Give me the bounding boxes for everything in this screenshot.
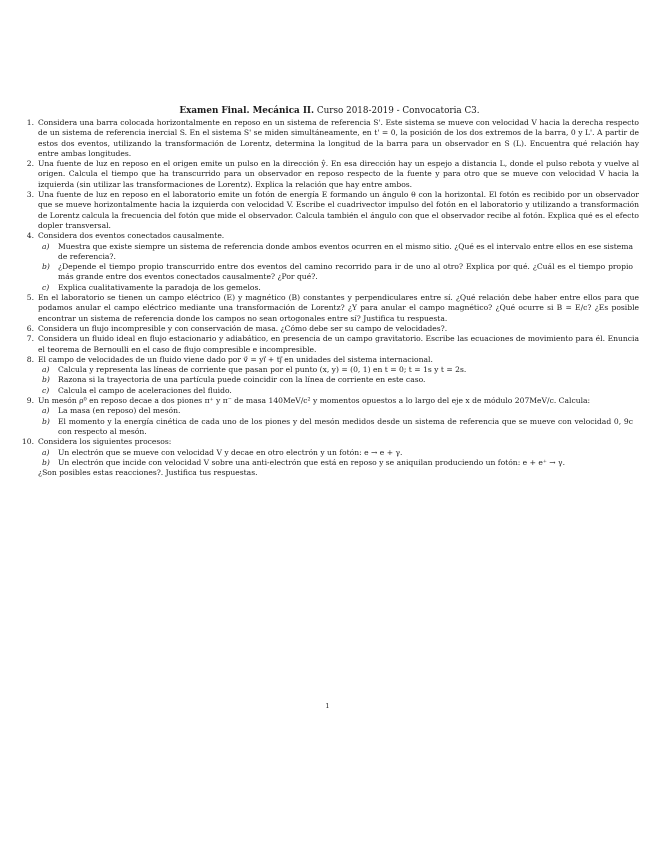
question-number: 8.: [26, 354, 34, 364]
question-item: [20, 334, 639, 355]
subpart-label: a): [42, 241, 50, 251]
question-item: [20, 231, 639, 293]
question-list: [20, 118, 639, 468]
subpart-label: c): [42, 282, 50, 292]
question-subpart: [38, 375, 639, 385]
subpart-text: El momento y la energía cinética de cada uno de los piones y del mesón medidos desde un sistema de referencia que se mueve con velocidad 0, 9c con respecto al mesón.: [58, 416, 633, 436]
page-number: 1: [325, 702, 330, 710]
question-subpart: [38, 242, 639, 263]
subpart-text: Muestra que existe siempre un sistema de referencia donde ambos eventos ocurren en el mismo sitio. ¿Qué es el intervalo entre ellos en ese sistema de referencia?.: [58, 241, 633, 261]
question-number: 5.: [26, 293, 34, 303]
question-subpart: [38, 458, 639, 468]
question-text: Considera un flujo incompresible y con conservación de masa. ¿Cómo debe ser su campo de velocidades?.: [38, 323, 448, 333]
question-item: [20, 293, 639, 324]
question-text: En el laboratorio se tienen un campo eléctrico (E) y magnético (B) constantes y perpendiculares entre sí. ¿Qué relación debe haber entre ellos para que podamos anular el campo eléctrico mediante una transformación de Lorentz? ¿Y para anular el campo magnético? ¿Qué ocurre si B = E/c? ¿Es posible encontrar un sistema de referencia donde los campos no sean ortogonales entre sí? Justifica tu respuesta.: [38, 293, 639, 323]
question-item: [20, 355, 639, 396]
subpart-text: Razona si la trayectoria de una partícula puede coincidir con la línea de corriente en este caso.: [58, 375, 426, 385]
question-text: Considera un fluido ideal en flujo estacionario y adiabático, en presencia de un campo gravitatorio. Escribe las ecuaciones de movimiento para él. Enuncia el teorema de Bernoulli en el caso de flujo compresible e incompresible.: [38, 334, 639, 354]
question-number: 2.: [26, 159, 34, 169]
question-number: 4.: [26, 231, 34, 241]
subpart-label: a): [42, 447, 50, 457]
exam-title: [20, 106, 639, 117]
subpart-label: b): [42, 457, 50, 467]
exam-title-bold: Examen Final. Mecánica II.: [179, 106, 315, 116]
question-subpart: [38, 262, 639, 283]
question-text: Un mesón ρ⁰ en reposo decae a dos piones π⁺ y π⁻ de masa 140MeV/c² y momentos opuestos a lo largo del eje x de módulo 207MeV/c. Calcula:: [38, 396, 591, 406]
question-number: 1.: [26, 118, 34, 127]
question-subpart: [38, 448, 639, 458]
question-item: [20, 159, 639, 190]
question-item: [20, 437, 639, 468]
question-subpart: [38, 365, 639, 375]
exam-page: [20, 106, 639, 478]
subpart-label: b): [42, 375, 50, 385]
question-subpart: [38, 406, 639, 416]
question-number: 10.: [21, 437, 34, 447]
subpart-label: b): [42, 416, 50, 426]
question-text: El campo de velocidades de un fluido viene dado por v⃗ = yi⃗ + tj⃗ en unidades del sistema internacional.: [38, 354, 433, 364]
subpart-text: Calcula el campo de aceleraciones del fluido.: [58, 385, 232, 395]
closing-line: ¿Son posibles estas reacciones?. Justifica tus respuestas.: [38, 468, 258, 478]
question-text: Considera los siguientes procesos:: [38, 437, 172, 447]
question-item: [20, 324, 639, 334]
question-text: Considera una barra colocada horizontalmente en reposo en un sistema de referencia S'. Este sistema se mueve con velocidad V hacia la derecha respecto de un sistema de referencia inercial S. En el sistema S' se miden simultáneamente, en t' = 0, la posición de los dos extremos de la barra, 0 y L'. A partir de estos dos eventos, utilizando la transformación de Lorentz, determina la longitud de la barra para un observador en S (L). Encuentra qué relación hay entre ambas longitudes.: [38, 118, 639, 158]
subpart-text: La masa (en reposo) del mesón.: [58, 406, 181, 416]
subpart-text: Calcula y representa las líneas de corriente que pasan por el punto (x, y) = (0, 1) en t = 0; t = 1s y t = 2s.: [58, 365, 467, 375]
subpart-text: ¿Depende el tiempo propio transcurrido entre dos eventos del camino recorrido para ir de uno al otro? Explica por qué. ¿Cuál es el tiempo propio más grande entre dos eventos conectados causalmente? ¿Por qué?.: [58, 262, 633, 282]
question-subpart: [38, 417, 639, 438]
subpart-label: a): [42, 406, 50, 416]
subpart-text: Un electrón que incide con velocidad V sobre una anti-electrón que está en reposo y se aniquilan produciendo un fotón: e + e⁺ → γ.: [58, 457, 565, 467]
question-subpart: [38, 386, 639, 396]
question-text: Una fuente de luz en reposo en el laboratorio emite un fotón de energía E formando un ángulo θ con la horizontal. El fotón es recibido por un observador que se mueve horizontalmente hacia la izquierda con velocidad V. Escribe el cuadrivector impulso del fotón en el laboratorio y utilizando a transformación de Lorentz calcula la frecuencia del fotón que mide el observador. Calcula también el ángulo con que el observador recibe al fotón. Explica qué es el efecto dopler transversal.: [38, 190, 639, 230]
subpart-label: a): [42, 365, 50, 375]
question-item: [20, 190, 639, 231]
subpart-label: c): [42, 385, 50, 395]
question-text: Considera dos eventos conectados causalmente.: [38, 231, 225, 241]
question-subpart: [38, 283, 639, 293]
exam-title-rest: Curso 2018-2019 - Convocatoria C3.: [314, 106, 480, 116]
question-item: [20, 396, 639, 437]
subpart-text: Explica cualitativamente la paradoja de los gemelos.: [58, 282, 261, 292]
question-number: 7.: [26, 334, 34, 344]
subpart-label: b): [42, 262, 50, 272]
subpart-text: Un electrón que se mueve con velocidad V y decae en otro electrón y un fotón: e → e + γ.: [58, 447, 403, 457]
question-number: 6.: [26, 323, 34, 333]
question-number: 9.: [26, 396, 34, 406]
question-number: 3.: [26, 190, 34, 200]
question-text: Una fuente de luz en reposo en el origen emite un pulso en la dirección ŷ. En esa dirección hay un espejo a distancia L, donde el pulso rebota y vuelve al origen. Calcula el tiempo que ha transcurrido para un observador en reposo respecto de la fuente y para otro que se mueve con velocidad V hacia la izquierda (sin utilizar las transformaciones de Lorentz). Explica la relación que hay entre ambos.: [38, 159, 639, 189]
question-item: [20, 118, 639, 159]
